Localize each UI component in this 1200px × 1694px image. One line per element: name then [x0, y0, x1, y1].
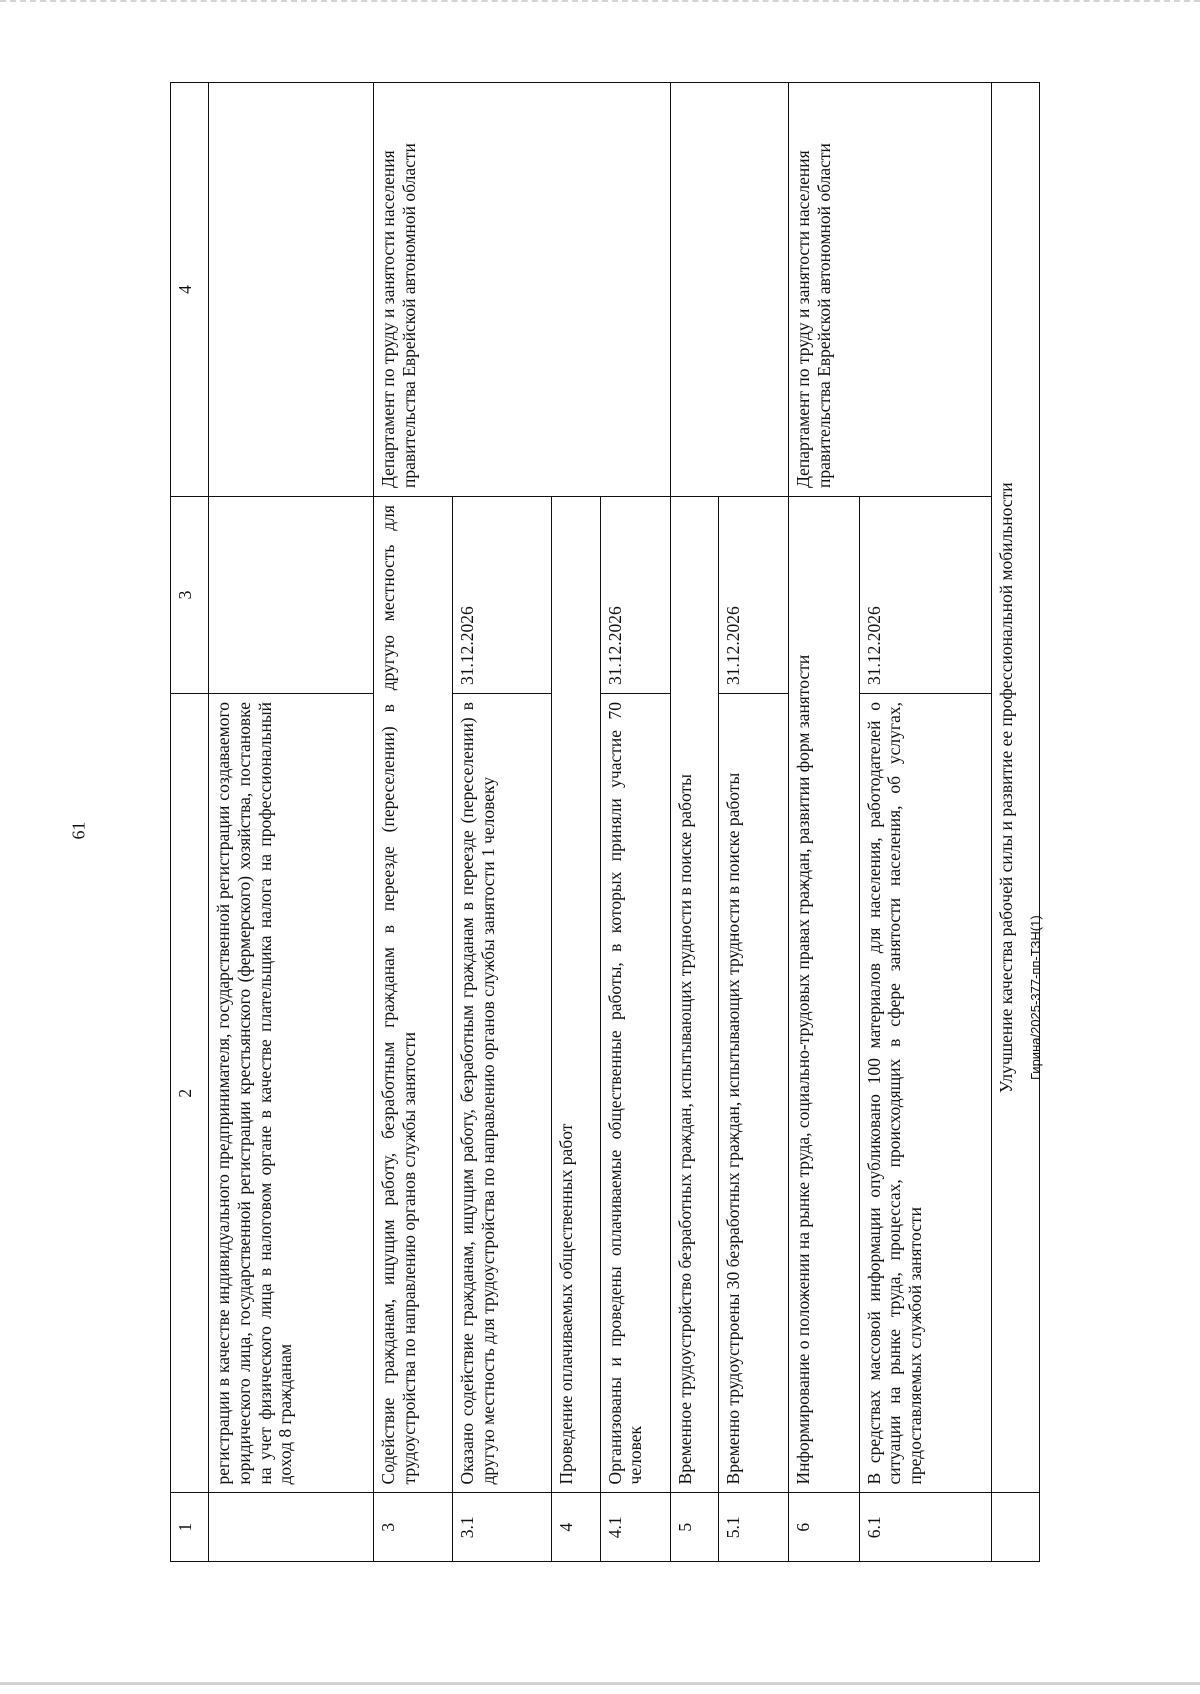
row-number: 4.1: [600, 1493, 670, 1562]
header-col-4: 4: [171, 83, 209, 497]
section-title: Улучшение качества рабочей силы и развитие ее профессиональной мобильности: [991, 83, 1039, 1493]
table-row-5: [670, 83, 718, 1562]
row-number: [209, 1493, 374, 1562]
row-responsible: [209, 83, 374, 497]
table-row-continuation: [209, 83, 374, 1562]
table-header-row: [171, 83, 209, 1562]
header-col-1: 1: [171, 1493, 209, 1562]
row-description: Информирование о положении на рынке труда, социально-трудовых правах граждан, развитии форм занятости: [789, 497, 859, 1493]
row-date: [209, 497, 374, 694]
row-date: 31.12.2026: [600, 497, 670, 694]
row-number: 5.1: [719, 1493, 789, 1562]
scan-bottom-edge: [0, 1682, 1200, 1685]
row-number: 4: [552, 1493, 600, 1562]
row-description: Оказано содействие гражданам, ищущим работу, безработным гражданам в переезде (переселении) в другую местность для трудоустройства по направлению органов службы занятости 1 человеку: [453, 694, 552, 1493]
row-responsible: [670, 83, 789, 497]
row-description: В средствах массовой информации опубликовано 100 материалов для населения, работодателей о ситуации на рынке труда, процессах, происходящих в сфере занятости населения, об услугах, предоставляемых службой занятости: [859, 694, 991, 1493]
header-col-2: 2: [171, 694, 209, 1493]
row-description: Временное трудоустройство безработных граждан, испытывающих трудности в поиске работы: [670, 497, 718, 1493]
row-number: [991, 1493, 1039, 1562]
row-description: Временно трудоустроены 30 безработных граждан, испытывающих трудности в поиске работы: [719, 694, 789, 1493]
plan-table: [170, 82, 1040, 1562]
row-description: Содействие гражданам, ищущим работу, безработным гражданам в переезде (переселении) в другую местность для трудоустройства по направлению органов службы занятости: [374, 497, 453, 1493]
row-description: Организованы и проведены оплачиваемые общественные работы, в которых приняли участие 70 человек: [600, 694, 670, 1493]
footer-document-code: Гирина/2025-377-пп-ТЗН(1): [1028, 915, 1043, 1080]
row-number: 3: [374, 1493, 453, 1562]
row-date: 31.12.2026: [859, 497, 991, 694]
row-number: 6.1: [859, 1493, 991, 1562]
header-col-3: 3: [171, 497, 209, 694]
table-row-3: [374, 83, 453, 1562]
row-date: 31.12.2026: [453, 497, 552, 694]
row-number: 6: [789, 1493, 859, 1562]
row-date: 31.12.2026: [719, 497, 789, 694]
rotated-page-content: [170, 82, 1040, 1562]
row-number: 3.1: [453, 1493, 552, 1562]
row-responsible: Департамент по труду и занятости населения правительства Еврейской автономной области: [374, 83, 671, 497]
page-number: 61: [68, 821, 89, 840]
row-description: Проведение оплачиваемых общественных работ: [552, 497, 600, 1493]
table-row-6: [789, 83, 859, 1562]
scan-top-edge: [0, 0, 1200, 10]
row-responsible: Департамент по труду и занятости населения правительства Еврейской автономной области: [789, 83, 991, 497]
row-description: регистрации в качестве индивидуального предпринимателя, государственной регистрации создаваемого юридического лица, государственной регистрации крестьянского (фермерского) хозяйства, постановке на учет физического лица в налоговом органе в качестве плательщика налога на профессиональный доход 8 гражданам: [209, 694, 374, 1493]
row-number: 5: [670, 1493, 718, 1562]
